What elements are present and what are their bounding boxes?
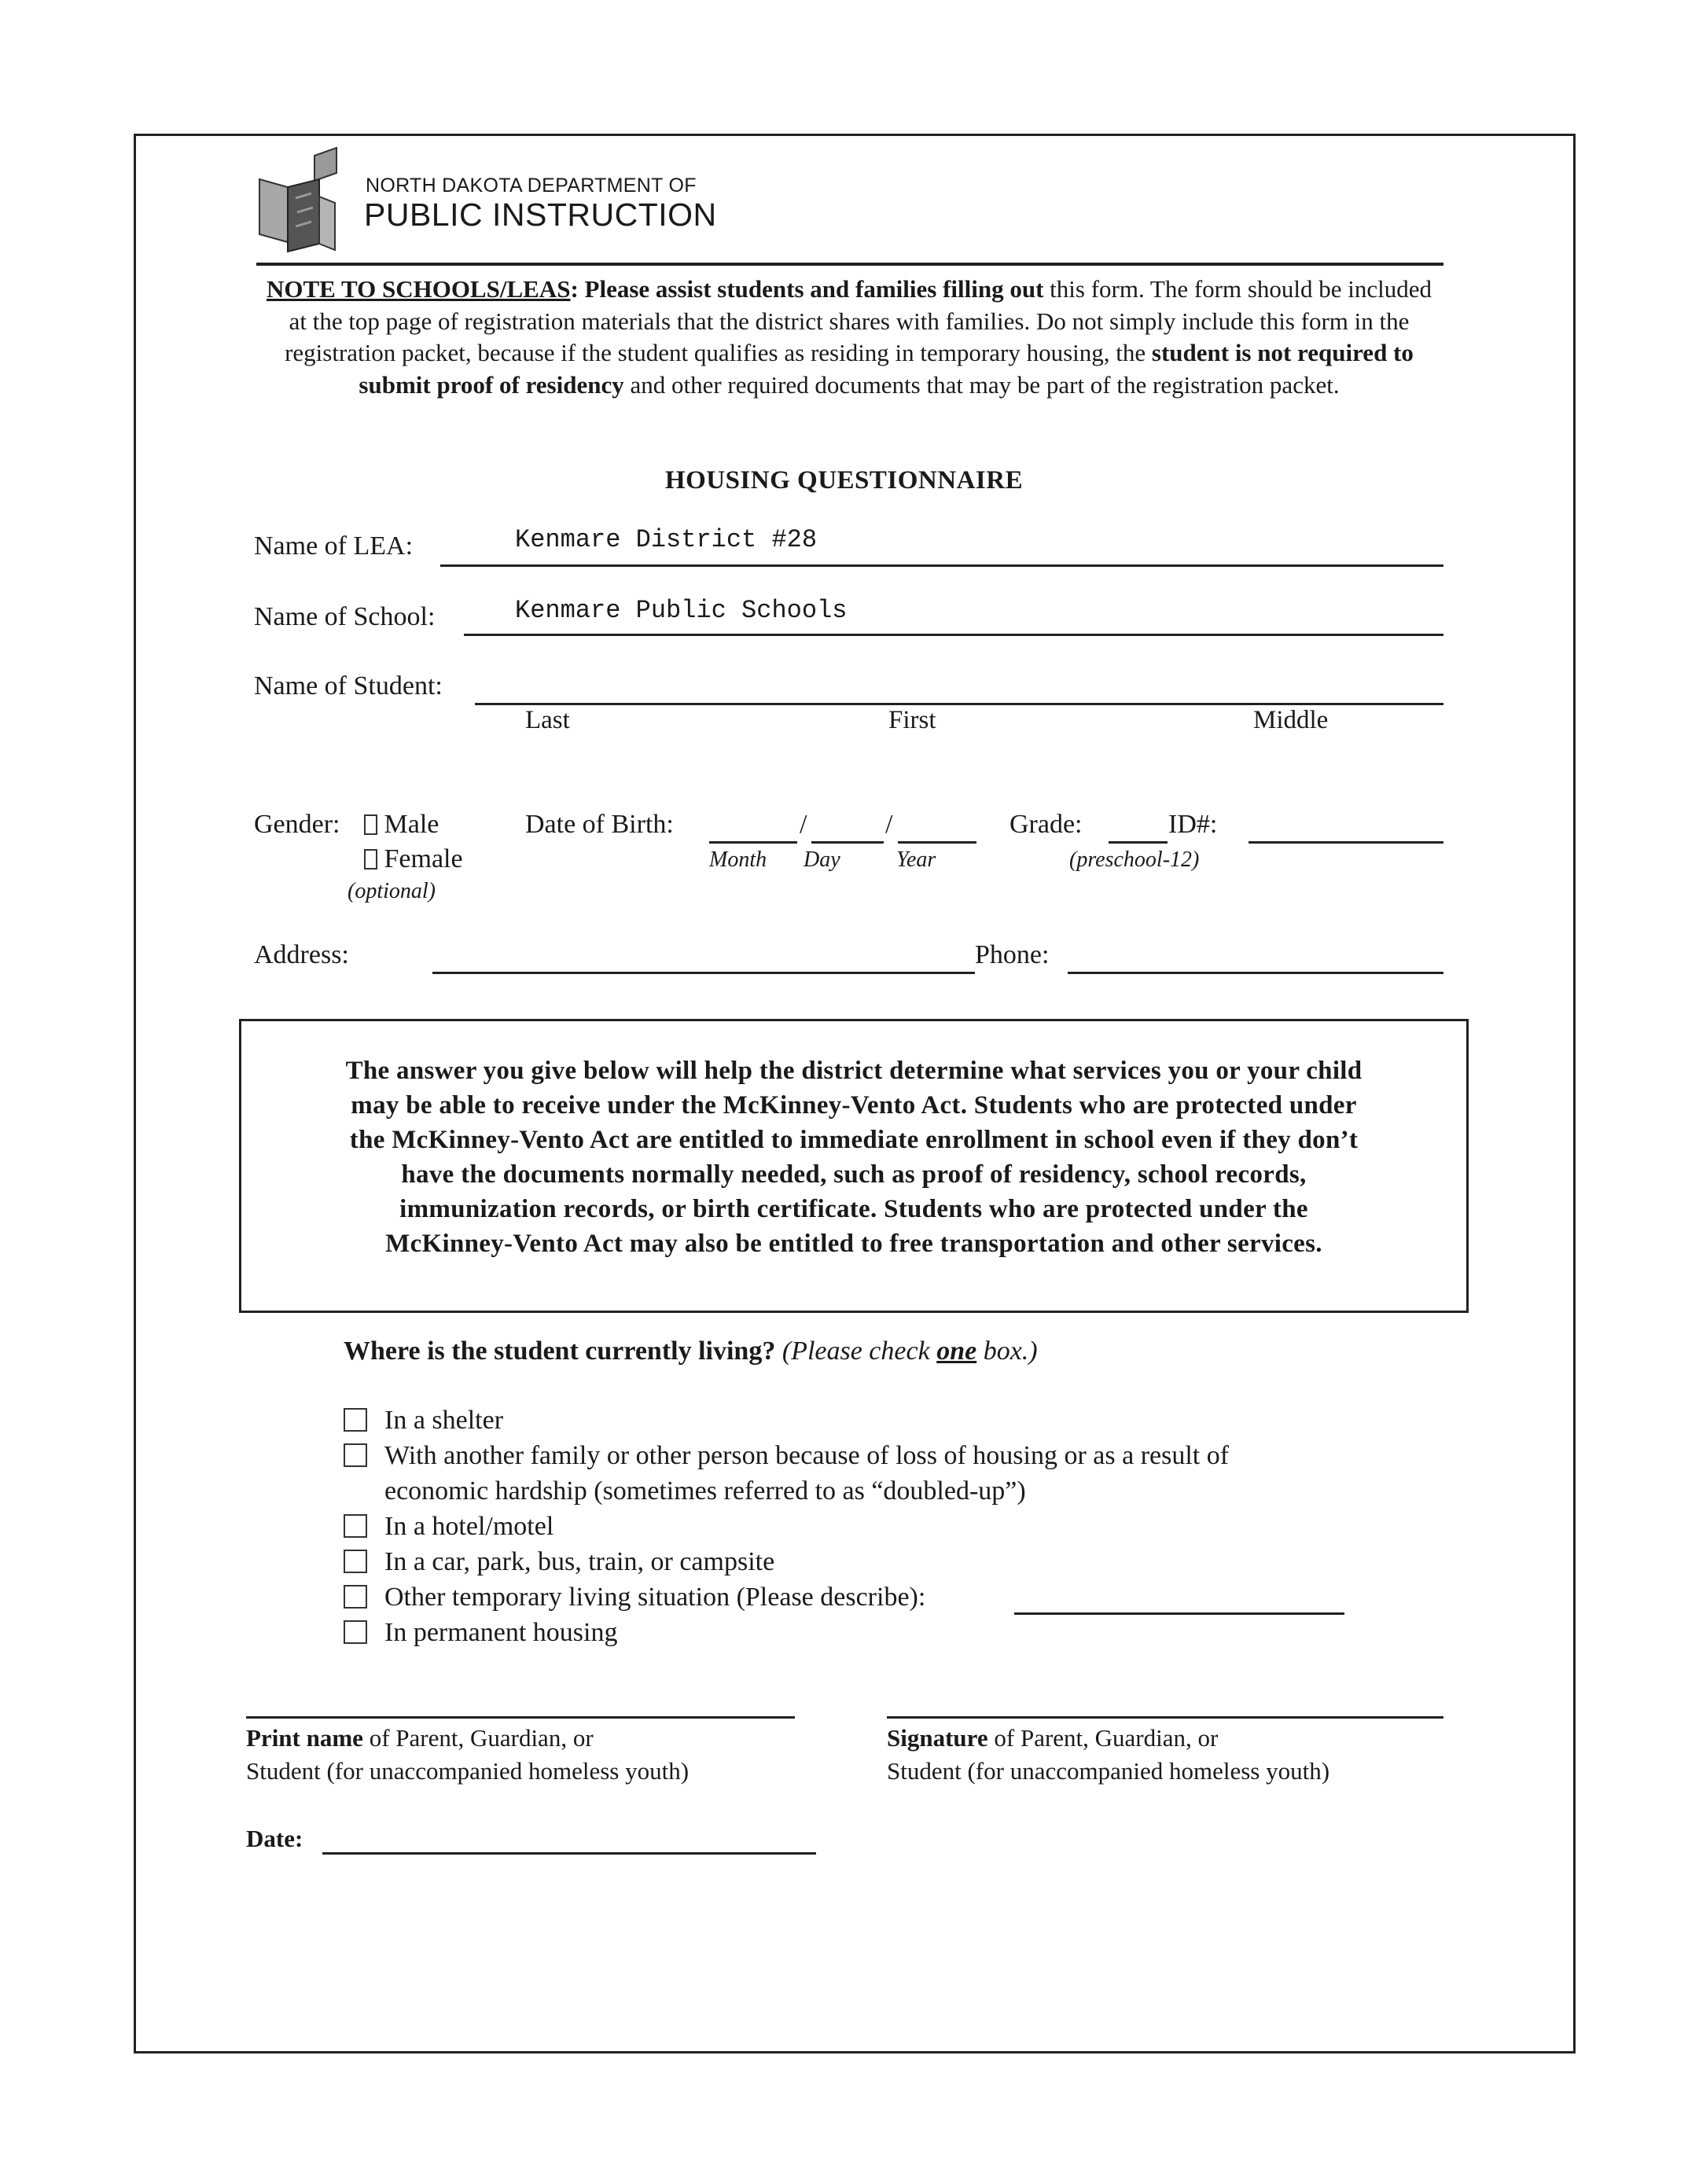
phone-label: Phone: — [975, 940, 1050, 969]
date-label: Date: — [246, 1825, 303, 1852]
dob-sep-2: / — [885, 810, 893, 839]
page-title: HOUSING QUESTIONNAIRE — [664, 466, 1024, 495]
school-field[interactable] — [464, 634, 1443, 636]
student-name-field[interactable] — [475, 703, 1443, 705]
option-permanent-housing[interactable]: In permanent housing — [344, 1618, 618, 1648]
grade-field[interactable] — [1109, 841, 1168, 844]
option-doubled-up[interactable]: With another family or other person because of loss of housing or as a result of — [344, 1441, 1229, 1471]
signature-caption: Signature of Parent, Guardian, or Student (for unaccompanied homeless youth) — [887, 1724, 1330, 1785]
note-bold-residency: student is not required to submit proof of residency — [359, 339, 1414, 399]
shelter-checkbox[interactable] — [344, 1408, 367, 1432]
school-value: Kenmare Public Schools — [515, 596, 848, 625]
car-park-checkbox[interactable] — [344, 1550, 367, 1573]
lea-field[interactable] — [440, 564, 1443, 567]
phone-field[interactable] — [1068, 972, 1443, 974]
ndpi-logo-icon — [256, 142, 351, 253]
org-name-line2: PUBLIC INSTRUCTION — [364, 197, 717, 233]
grade-label: Grade: — [1009, 810, 1083, 839]
mckinney-vento-notice-text: The answer you give below will help the district determine what services you or your child may be able to receive under the McKinney-Vento Act. Students who are protected under the McKinney-Vento Act are entitled to immediate enrollment in school even if they don’t have the documents normally needed, such as proof of residency, school records, immunization records, or birth certificate. Students who are protected under the McKinney-Vento Act may also be entitled to free transportation and other services. — [345, 1057, 1363, 1258]
other-describe-field[interactable] — [1014, 1612, 1344, 1615]
date-field[interactable] — [322, 1852, 816, 1855]
living-situation-question: Where is the student currently living? (Please check one box.) — [344, 1337, 1038, 1366]
school-label: Name of School: — [254, 602, 436, 631]
grade-note: (preschool-12) — [1069, 847, 1200, 872]
option-doubled-up-continuation: economic hardship (sometimes referred to as “doubled-up”) — [384, 1476, 1026, 1506]
gender-optional-note: (optional) — [348, 879, 436, 903]
student-label: Name of Student: — [254, 671, 443, 700]
female-checkbox[interactable] — [364, 849, 377, 870]
permanent-housing-checkbox[interactable] — [344, 1620, 367, 1644]
gender-male-option[interactable]: Male — [364, 810, 439, 840]
dob-day-field[interactable] — [811, 841, 884, 844]
student-sub-middle: Middle — [1253, 706, 1329, 734]
print-name-caption: Print name of Parent, Guardian, or Student (for unaccompanied homeless youth) — [246, 1724, 690, 1785]
dob-sep-1: / — [800, 810, 807, 839]
print-name-field[interactable] — [246, 1716, 795, 1719]
dob-year-field[interactable] — [898, 841, 976, 844]
dob-label: Date of Birth: — [525, 810, 674, 839]
signature-field[interactable] — [887, 1716, 1443, 1719]
id-label: ID#: — [1168, 810, 1218, 839]
address-label: Address: — [254, 940, 349, 969]
student-sub-last: Last — [525, 706, 570, 734]
header-rule — [256, 263, 1443, 266]
note-lead: NOTE TO SCHOOLS/LEAS — [266, 275, 571, 303]
option-car-park-campsite[interactable]: In a car, park, bus, train, or campsite — [344, 1547, 774, 1577]
male-checkbox[interactable] — [364, 814, 377, 835]
dob-month-label: Month — [709, 847, 767, 872]
hotel-motel-checkbox[interactable] — [344, 1514, 367, 1538]
student-sub-first: First — [888, 706, 936, 734]
gender-female-option[interactable]: Female — [364, 844, 463, 874]
lea-label: Name of LEA: — [254, 531, 414, 561]
gender-label: Gender: — [254, 810, 340, 839]
dob-day-label: Day — [804, 847, 840, 872]
dob-year-label: Year — [896, 847, 936, 872]
lea-value: Kenmare District #28 — [515, 525, 818, 554]
note-to-schools: NOTE TO SCHOOLS/LEAS: Please assist students and families filling out this form. The form should be included at the top page of registration materials that the district shares with families. Do not simply include this form in the registration packet, because if the student qualifies as residing in temporary housing, the student is not required to submit proof of residency and other required documents that may be part of the registration packet. — [266, 275, 1432, 399]
option-shelter[interactable]: In a shelter — [344, 1406, 503, 1436]
dob-month-field[interactable] — [709, 841, 797, 844]
org-name-line1: NORTH DAKOTA DEPARTMENT OF — [366, 175, 697, 197]
note-bold-intro: Please assist students and families filling out — [584, 275, 1044, 303]
option-other-temporary[interactable]: Other temporary living situation (Please describe): — [344, 1583, 925, 1612]
other-temporary-checkbox[interactable] — [344, 1585, 367, 1609]
option-hotel-motel[interactable]: In a hotel/motel — [344, 1512, 553, 1542]
address-field[interactable] — [432, 972, 975, 974]
id-field[interactable] — [1249, 841, 1443, 844]
doubled-up-checkbox[interactable] — [344, 1443, 367, 1467]
